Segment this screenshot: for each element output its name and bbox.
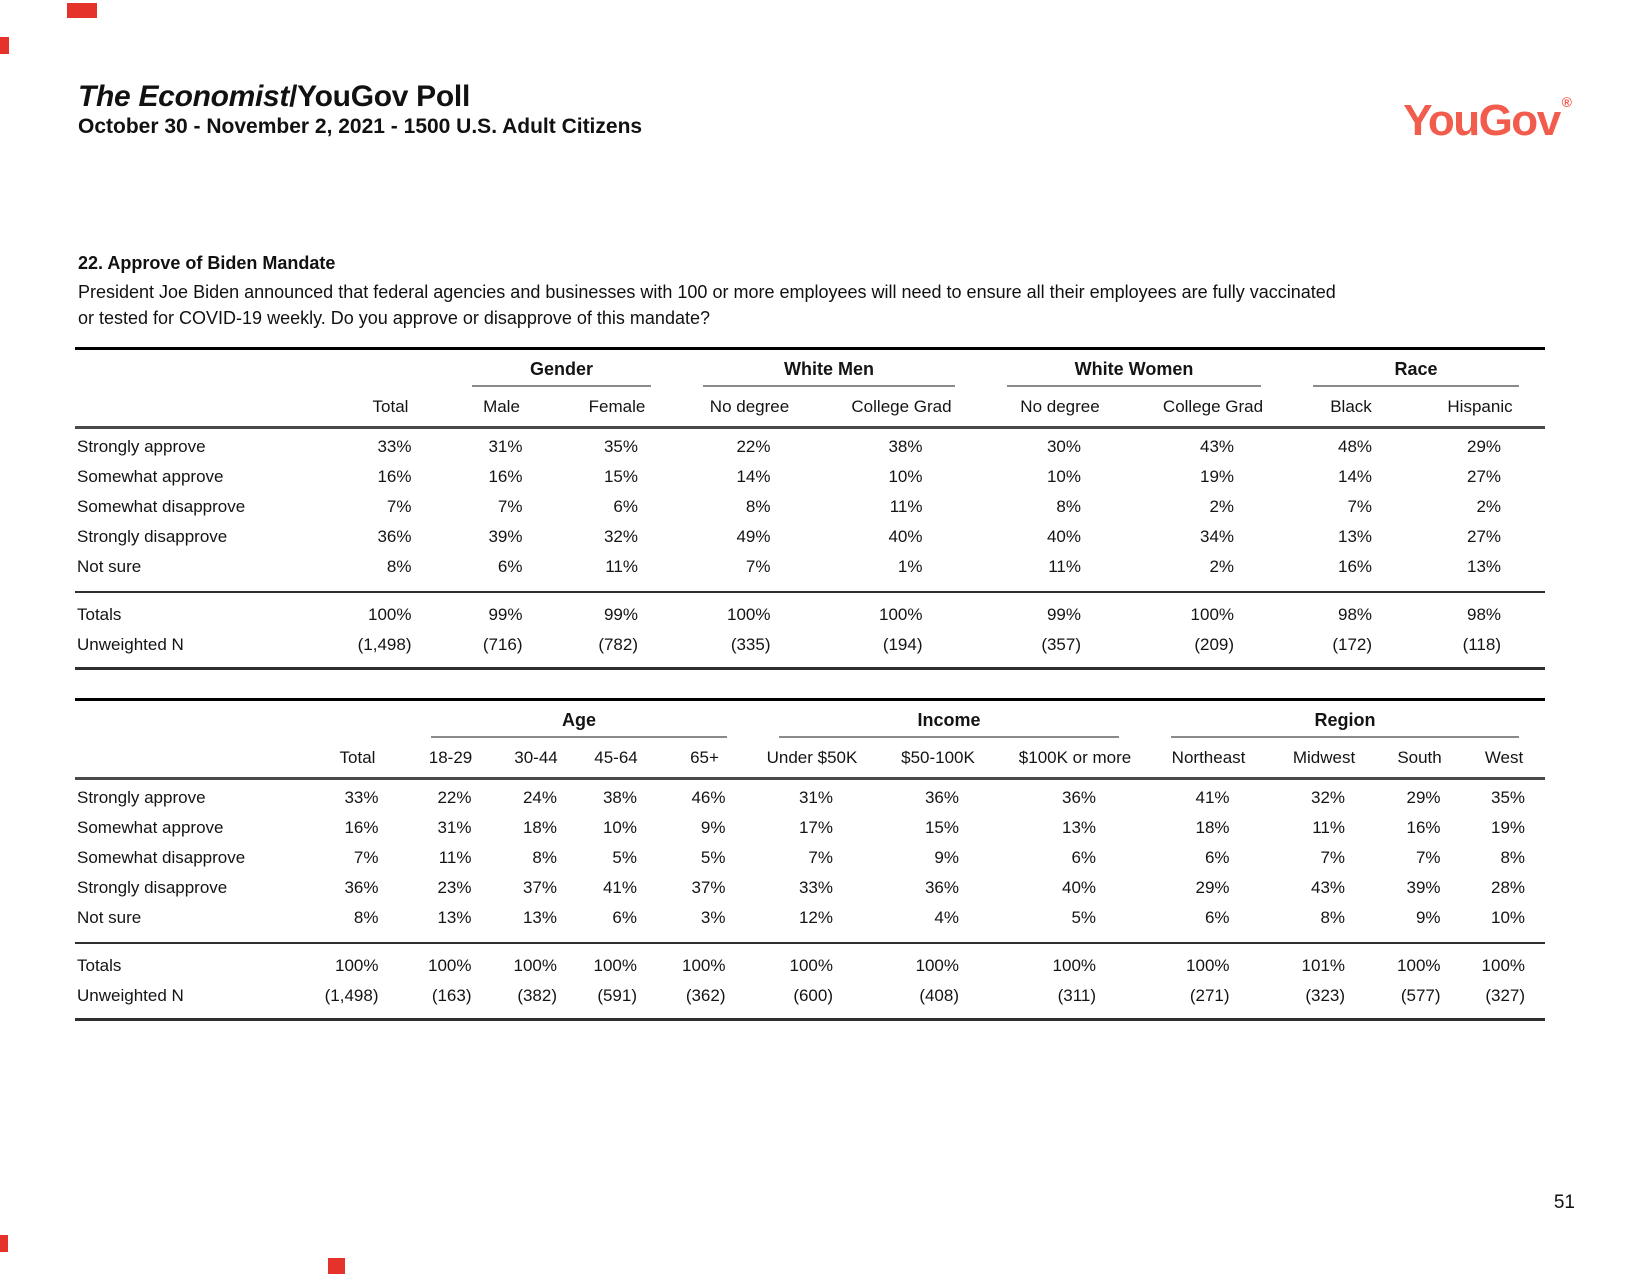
poll-dates-subtitle: October 30 - November 2, 2021 - 1500 U.S. Adult Citizens [78,115,643,138]
column-header: College Grad [822,387,981,428]
value-cell: 100% [915,956,959,975]
red-mark [328,1258,345,1274]
totals-row [75,592,1545,630]
value-cell: 100% [1481,956,1526,975]
column-header: Total [335,387,446,428]
value-cell: 7% [677,552,822,592]
row-label: Unweighted N [75,981,310,1020]
question-title: 22. Approve of Biden Mandate [78,253,336,273]
value-cell: 29% [1406,788,1441,807]
value-cell: 30% [1046,437,1081,456]
value-cell: 36% [1062,788,1097,807]
value-cell: (311) [1005,981,1145,1020]
value-cell: 37% [522,878,557,897]
value-cell: 100% [368,605,412,624]
column-header: 45-64 [576,738,656,779]
value-cell: 33% [798,878,833,897]
table-row [75,522,1545,552]
red-mark [67,3,97,18]
value-cell: 36% [377,527,412,546]
value-cell: 14% [736,467,771,486]
crosstab-table-gender-race [75,347,1545,670]
group-header [405,700,753,739]
column-header: Male [446,387,557,428]
unweighted-n-row [75,630,1545,669]
value-cell: 40% [1046,527,1081,546]
value-cell: 29% [1195,878,1230,897]
group-header-label: White Men [784,359,874,379]
value-cell: 6% [1204,848,1230,867]
value-cell: 11% [1312,818,1346,837]
column-header: Female [557,387,677,428]
unweighted-n-row [75,981,1545,1020]
group-header-label: Region [1314,710,1376,730]
question-text-line2: or tested for COVID-19 weekly. Do you approve or disapprove of this mandate? [78,308,710,328]
value-cell: 22% [736,437,771,456]
group-header [1287,349,1545,388]
value-cell: 49% [736,527,771,546]
group-header [753,700,1145,739]
value-cell: 6% [576,903,656,943]
value-cell: 15% [603,467,638,486]
value-cell: 13% [496,903,576,943]
table-row [75,552,1545,592]
row-label: Unweighted N [75,630,335,669]
question-block [78,250,1336,331]
table-row [75,492,1545,522]
group-header-label: Race [1394,359,1438,379]
value-cell: 99% [603,605,638,624]
value-cell: 11% [438,848,472,867]
value-cell: 13% [405,903,496,943]
value-cell: 5% [700,848,726,867]
value-cell: 9% [934,848,959,867]
value-cell: 36% [924,788,959,807]
value-cell: (118) [1415,630,1545,669]
value-cell: (382) [496,981,576,1020]
value-cell: 32% [1311,788,1346,807]
row-label: Totals [77,956,122,975]
value-cell: 27% [1466,527,1502,546]
value-cell: 7% [1347,497,1373,516]
group-header [677,349,981,388]
value-cell: 32% [603,527,638,546]
group-header-label: Income [917,710,981,730]
value-cell: 99% [1046,605,1081,624]
column-header: Total [310,738,405,779]
value-cell: 100% [593,956,637,975]
value-cell: 5% [1005,903,1145,943]
value-cell: 16% [1406,818,1441,837]
value-cell: 34% [1199,527,1235,546]
value-cell: (172) [1287,630,1415,669]
value-cell: 100% [1190,605,1235,624]
value-cell: (209) [1139,630,1287,669]
value-cell: 8% [745,497,771,516]
value-cell: 7% [497,497,523,516]
column-header: $50-100K [871,738,1005,779]
table-row [75,428,1545,463]
value-cell: 19% [1199,467,1235,486]
value-cell: 4% [871,903,1005,943]
column-header: South [1376,738,1463,779]
value-cell: 2% [1209,497,1235,516]
value-cell: 18% [522,818,557,837]
value-cell: 29% [1466,437,1502,456]
value-cell: 100% [682,956,726,975]
value-cell: 13% [1337,527,1373,546]
value-cell: 39% [1406,878,1441,897]
value-cell: 11% [981,552,1139,592]
table-row [75,779,1545,814]
value-cell: 1% [822,552,981,592]
value-cell: 37% [691,878,726,897]
page-number: 51 [1553,1192,1575,1213]
table-row [75,843,1545,873]
column-header: 65+ [656,738,753,779]
value-cell: 7% [808,848,833,867]
value-cell: 100% [335,956,379,975]
value-cell: 10% [1463,903,1545,943]
value-cell: 40% [1062,878,1097,897]
totals-row [75,943,1545,981]
row-label: Totals [77,605,122,624]
value-cell: 100% [1397,956,1441,975]
column-header: West [1463,738,1545,779]
value-cell: 8% [335,552,446,592]
column-header: No degree [981,387,1139,428]
value-cell: 43% [1199,437,1235,456]
value-cell: 8% [1272,903,1376,943]
group-header [446,349,677,388]
value-cell: 101% [1301,956,1346,975]
value-cell: (271) [1145,981,1272,1020]
value-cell: 11% [889,497,923,516]
row-label: Strongly disapprove [77,527,228,546]
value-cell: 28% [1491,878,1526,897]
red-mark [0,1235,8,1252]
group-header [981,349,1287,388]
column-header: No degree [677,387,822,428]
value-cell: 33% [344,788,379,807]
value-cell: 3% [656,903,753,943]
group-header-empty [335,349,446,388]
value-cell: 10% [1046,467,1081,486]
value-cell: 8% [310,903,405,943]
column-header: Northeast [1145,738,1272,779]
column-header: Hispanic [1415,387,1545,428]
column-header: Under $50K [753,738,871,779]
table-row [75,903,1545,943]
value-cell: 6% [446,552,557,592]
value-cell: 23% [437,878,472,897]
value-cell: 41% [1195,788,1230,807]
value-cell: 100% [727,605,771,624]
value-cell: (327) [1463,981,1545,1020]
value-cell: (600) [753,981,871,1020]
value-cell: 7% [353,848,379,867]
value-cell: 39% [488,527,523,546]
title-economist: The Economist [78,80,290,113]
row-label: Strongly disapprove [77,878,228,897]
column-header: Black [1287,387,1415,428]
value-cell: 17% [798,818,833,837]
yougov-logo-text: YouGov [1403,96,1560,145]
value-cell: (323) [1272,981,1376,1020]
value-cell: 98% [1466,605,1502,624]
page-title [78,80,470,114]
value-cell: 16% [488,467,523,486]
value-cell: 41% [602,878,637,897]
value-cell: 9% [1376,903,1463,943]
value-cell: (408) [871,981,1005,1020]
row-label: Strongly approve [77,788,206,807]
value-cell: 9% [700,818,726,837]
value-cell: 14% [1337,467,1373,486]
yougov-logo [1403,94,1572,146]
value-cell: 31% [798,788,833,807]
value-cell: 100% [513,956,557,975]
table-row [75,873,1545,903]
value-cell: 8% [1056,497,1081,516]
group-header [1145,700,1545,739]
value-cell: 6% [613,497,638,516]
value-cell: 6% [1071,848,1097,867]
value-cell: 31% [437,818,472,837]
value-cell: (1,498) [335,630,446,669]
value-cell: 2% [1476,497,1502,516]
value-cell: (716) [446,630,557,669]
table-row [75,462,1545,492]
question-text-line1: President Joe Biden announced that federal agencies and businesses with 100 or more employees will need to ensure all their employees are fully vaccinated [78,282,1336,302]
row-label: Strongly approve [77,437,206,456]
value-cell: (335) [677,630,822,669]
group-header-label: Age [561,710,596,730]
value-cell: 100% [879,605,923,624]
value-cell: 31% [488,437,523,456]
value-cell: (782) [557,630,677,669]
row-label: Not sure [75,903,310,943]
value-cell: 100% [789,956,833,975]
row-label: Somewhat disapprove [77,848,246,867]
value-cell: (1,498) [310,981,405,1020]
value-cell: 13% [1415,552,1545,592]
table-row [75,813,1545,843]
value-cell: 10% [602,818,637,837]
value-cell: 46% [691,788,726,807]
title-yougov-poll: /YouGov Poll [289,80,470,113]
value-cell: 100% [428,956,472,975]
value-cell: 27% [1466,467,1502,486]
value-cell: 7% [1320,848,1346,867]
value-cell: (591) [576,981,656,1020]
value-cell: (163) [405,981,496,1020]
value-cell: 38% [602,788,637,807]
value-cell: 5% [612,848,637,867]
column-header: Midwest [1272,738,1376,779]
value-cell: 38% [888,437,923,456]
value-cell: 10% [888,467,923,486]
row-label: Somewhat approve [77,818,224,837]
value-cell: 36% [924,878,959,897]
value-cell: 35% [603,437,638,456]
group-header-label: White Women [1074,359,1194,379]
value-cell: 13% [1062,818,1097,837]
crosstab-table-age-income-region [75,698,1545,1021]
value-cell: 15% [924,818,959,837]
column-header: 18-29 [405,738,496,779]
column-header: $100K or more [1005,738,1145,779]
group-header-empty [310,700,405,739]
value-cell: 19% [1491,818,1526,837]
value-cell: 99% [488,605,523,624]
value-cell: 11% [557,552,677,592]
value-cell: 18% [1195,818,1230,837]
value-cell: 2% [1139,552,1287,592]
group-header-label: Gender [529,359,594,379]
row-label: Somewhat disapprove [77,497,246,516]
value-cell: 100% [1186,956,1230,975]
value-cell: 98% [1337,605,1373,624]
value-cell: 35% [1491,788,1526,807]
column-header: 30-44 [496,738,576,779]
stub-header [75,387,335,428]
stub-header [75,738,310,779]
value-cell: 43% [1311,878,1346,897]
value-cell: 40% [888,527,923,546]
value-cell: 12% [753,903,871,943]
value-cell: 16% [1287,552,1415,592]
value-cell: 24% [522,788,557,807]
value-cell: 8% [1500,848,1526,867]
value-cell: 33% [377,437,412,456]
value-cell: 7% [386,497,412,516]
column-header: College Grad [1139,387,1287,428]
value-cell: 100% [1052,956,1097,975]
value-cell: (194) [822,630,981,669]
value-cell: 8% [532,848,557,867]
value-cell: (577) [1376,981,1463,1020]
red-mark [0,37,9,54]
value-cell: 16% [344,818,379,837]
value-cell: (357) [981,630,1139,669]
stub-header [75,349,335,388]
row-label: Not sure [75,552,335,592]
value-cell: 48% [1337,437,1373,456]
value-cell: 6% [1145,903,1272,943]
value-cell: 36% [344,878,379,897]
value-cell: 22% [437,788,472,807]
stub-header [75,700,310,739]
registered-trademark-icon: ® [1561,94,1572,110]
value-cell: (362) [656,981,753,1020]
value-cell: 7% [1415,848,1441,867]
row-label: Somewhat approve [77,467,224,486]
value-cell: 16% [377,467,412,486]
